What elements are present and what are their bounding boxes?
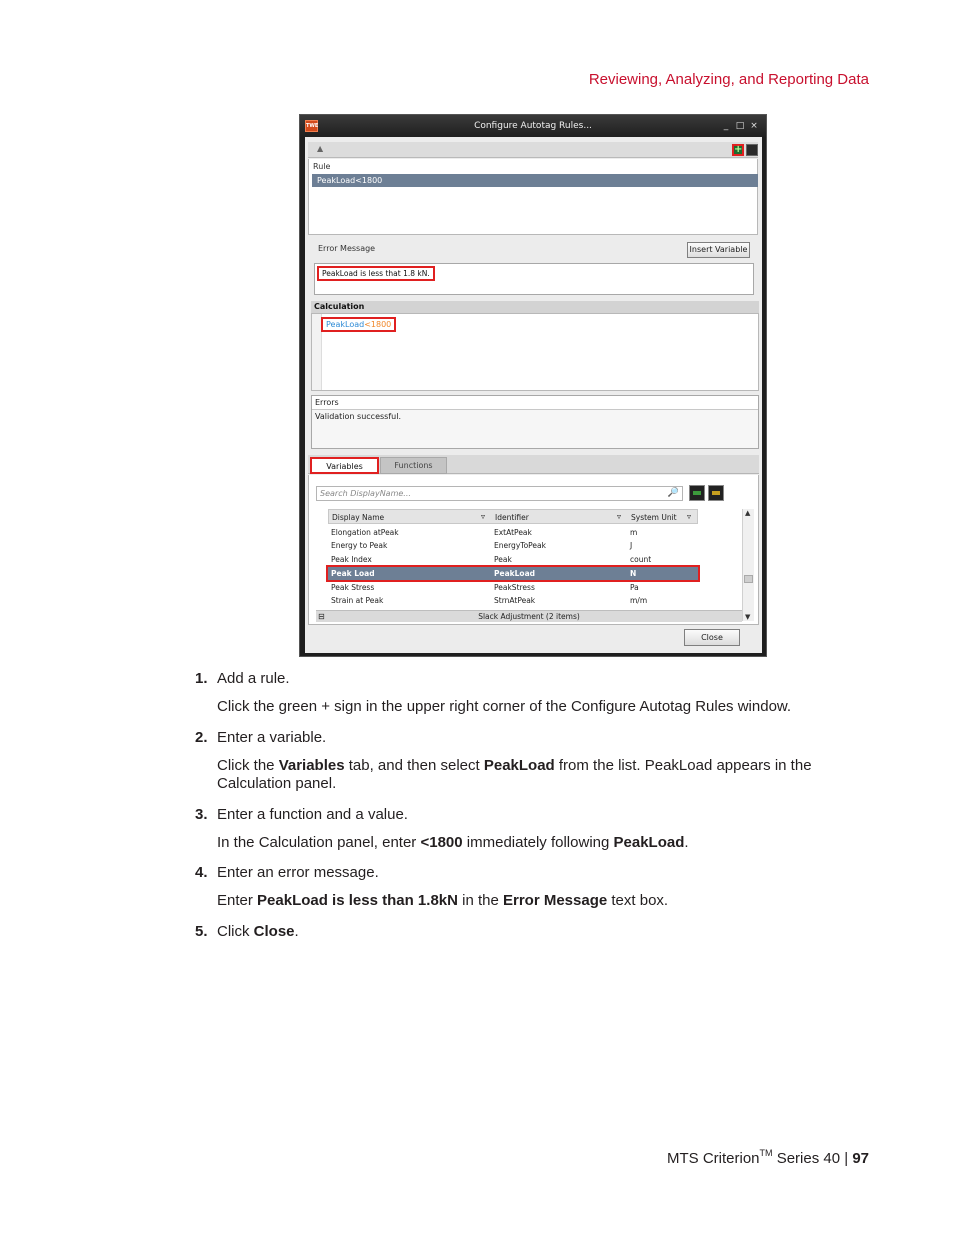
cell-unit: J	[630, 541, 633, 550]
text: In the Calculation panel, enter	[217, 834, 421, 851]
step-title: Add a rule.	[217, 670, 290, 687]
variable-token: PeakLoad	[326, 320, 365, 329]
scroll-down-icon[interactable]: ▼	[745, 613, 751, 621]
emphasis: PeakLoad is less than 1.8kN	[257, 892, 458, 909]
text: Enter	[217, 892, 258, 909]
page-footer	[667, 1149, 869, 1167]
column-system-unit[interactable]: System Unit	[631, 513, 677, 522]
product-name: MTS Criterion	[667, 1150, 760, 1167]
insert-variable-button[interactable]: Insert Variable	[687, 242, 750, 258]
emphasis: <1800	[420, 834, 463, 851]
remove-rule-button[interactable]	[746, 144, 758, 156]
cell-identifier: ExtAtPeak	[494, 528, 532, 537]
column-identifier[interactable]: Identifier	[495, 513, 529, 522]
minimize-icon[interactable]: _	[723, 121, 729, 131]
text: .	[684, 834, 689, 851]
group-label: Slack Adjustment (2 items)	[478, 612, 580, 621]
operator-value-token: <1800	[364, 320, 392, 329]
variables-panel	[308, 475, 759, 625]
step-detail	[217, 834, 857, 852]
cell-unit: m	[630, 528, 638, 537]
table-row[interactable]	[328, 594, 698, 607]
text: Click the	[217, 757, 279, 774]
running-head: Reviewing, Analyzing, and Reporting Data	[588, 71, 869, 88]
filter-icon[interactable]: ▿	[617, 512, 622, 521]
collapse-caret-icon[interactable]: ▲	[317, 144, 324, 153]
emphasis: Close	[253, 923, 295, 940]
cell-display-name: Energy to Peak	[331, 541, 388, 550]
filter-icon[interactable]: ▿	[481, 512, 486, 521]
cell-display-name: Strain at Peak	[331, 596, 384, 605]
trademark: TM	[759, 1148, 773, 1158]
rule-column-header: Rule	[313, 162, 331, 171]
step-number: 1.	[195, 670, 208, 687]
step-number: 3.	[195, 806, 208, 823]
search-placeholder: Search DisplayName...	[320, 489, 411, 498]
emphasis: Variables	[278, 757, 345, 774]
close-button[interactable]: Close	[684, 629, 740, 646]
text: tab, and then select	[344, 757, 484, 774]
tab-functions[interactable]: Functions	[380, 457, 447, 474]
filter-icon[interactable]: ▿	[687, 512, 692, 521]
table-row[interactable]	[328, 539, 698, 552]
tab-strip	[308, 455, 759, 474]
text: .	[294, 923, 299, 940]
cell-unit: count	[630, 555, 652, 564]
rule-toolbar	[308, 142, 758, 158]
calculation-editor[interactable]	[311, 313, 759, 391]
text: immediately following	[462, 834, 614, 851]
scroll-up-icon[interactable]: ▲	[745, 509, 751, 517]
page-number: 97	[852, 1150, 869, 1167]
collapse-group-icon[interactable]: ⊟	[318, 612, 325, 621]
table-row[interactable]	[328, 526, 698, 539]
text: in the	[457, 892, 503, 909]
dialog-body	[305, 137, 762, 653]
step-title: Enter a variable.	[217, 729, 327, 746]
emphasis: PeakLoad	[613, 834, 685, 851]
step-number: 2.	[195, 729, 208, 746]
error-message-field[interactable]	[314, 263, 754, 295]
add-variable-button[interactable]	[689, 485, 705, 501]
title-bar	[300, 115, 766, 137]
calculation-header: Calculation	[311, 301, 759, 313]
app-icon: TWE	[305, 120, 318, 132]
rule-list	[308, 159, 758, 235]
column-display-name[interactable]: Display Name	[332, 513, 385, 522]
series-text: Series 40 |	[772, 1150, 853, 1167]
text: from the list. PeakLoad appears in the Calculation panel.	[217, 757, 812, 792]
calculation-expression	[321, 317, 396, 332]
vertical-scrollbar[interactable]	[742, 509, 754, 621]
grid-header	[328, 509, 698, 524]
table-row[interactable]	[328, 581, 698, 594]
step-detail	[217, 892, 857, 910]
table-row[interactable]	[328, 553, 698, 566]
variable-options-button[interactable]	[708, 485, 724, 501]
close-window-icon[interactable]: ×	[750, 121, 758, 131]
tab-variables[interactable]: Variables	[310, 457, 379, 474]
error-message-value: PeakLoad is less that 1.8 kN.	[317, 266, 435, 281]
search-icon[interactable]: 🔎	[667, 488, 679, 498]
cell-display-name: Peak Stress	[331, 583, 375, 592]
emphasis: Error Message	[503, 892, 608, 909]
step-title: Enter an error message.	[217, 864, 379, 881]
errors-header: Errors	[312, 396, 758, 410]
cell-unit: Pa	[630, 583, 639, 592]
cell-display-name: Peak Index	[331, 555, 372, 564]
step-number: 4.	[195, 864, 208, 881]
variables-grid	[316, 509, 754, 623]
configure-autotag-rules-window	[299, 114, 767, 657]
emphasis: PeakLoad	[483, 757, 555, 774]
cell-identifier: PeakStress	[494, 583, 535, 592]
window-title: Configure Autotag Rules...	[474, 121, 592, 131]
errors-panel	[311, 395, 759, 449]
text: Click	[217, 923, 254, 940]
error-message-label: Error Message	[318, 244, 376, 253]
cell-display-name: Elongation atPeak	[331, 528, 399, 537]
step-detail: Click the green + sign in the upper right corner of the Configure Autotag Rules window.	[217, 698, 792, 715]
step-title: Enter a function and a value.	[217, 806, 408, 823]
step-title	[217, 923, 299, 941]
cell-identifier: PeakLoad	[494, 569, 535, 578]
maximize-icon[interactable]: □	[735, 121, 745, 131]
text: text box.	[607, 892, 669, 909]
step-detail	[217, 757, 857, 793]
table-row-selected[interactable]	[328, 567, 698, 580]
cell-identifier: Peak	[494, 555, 512, 564]
step-number: 5.	[195, 923, 208, 940]
cell-unit: m/m	[630, 596, 648, 605]
cell-identifier: StrnAtPeak	[494, 596, 536, 605]
cell-display-name: Peak Load	[331, 569, 375, 578]
validation-message: Validation successful.	[315, 412, 401, 421]
search-input[interactable]	[316, 486, 683, 501]
cell-identifier: EnergyToPeak	[494, 541, 546, 550]
cell-unit: N	[630, 569, 637, 578]
scroll-thumb[interactable]	[744, 575, 753, 583]
add-rule-button[interactable]: +	[734, 144, 743, 155]
rule-row-selected[interactable]: PeakLoad<1800	[312, 174, 758, 187]
group-row[interactable]	[316, 610, 742, 622]
